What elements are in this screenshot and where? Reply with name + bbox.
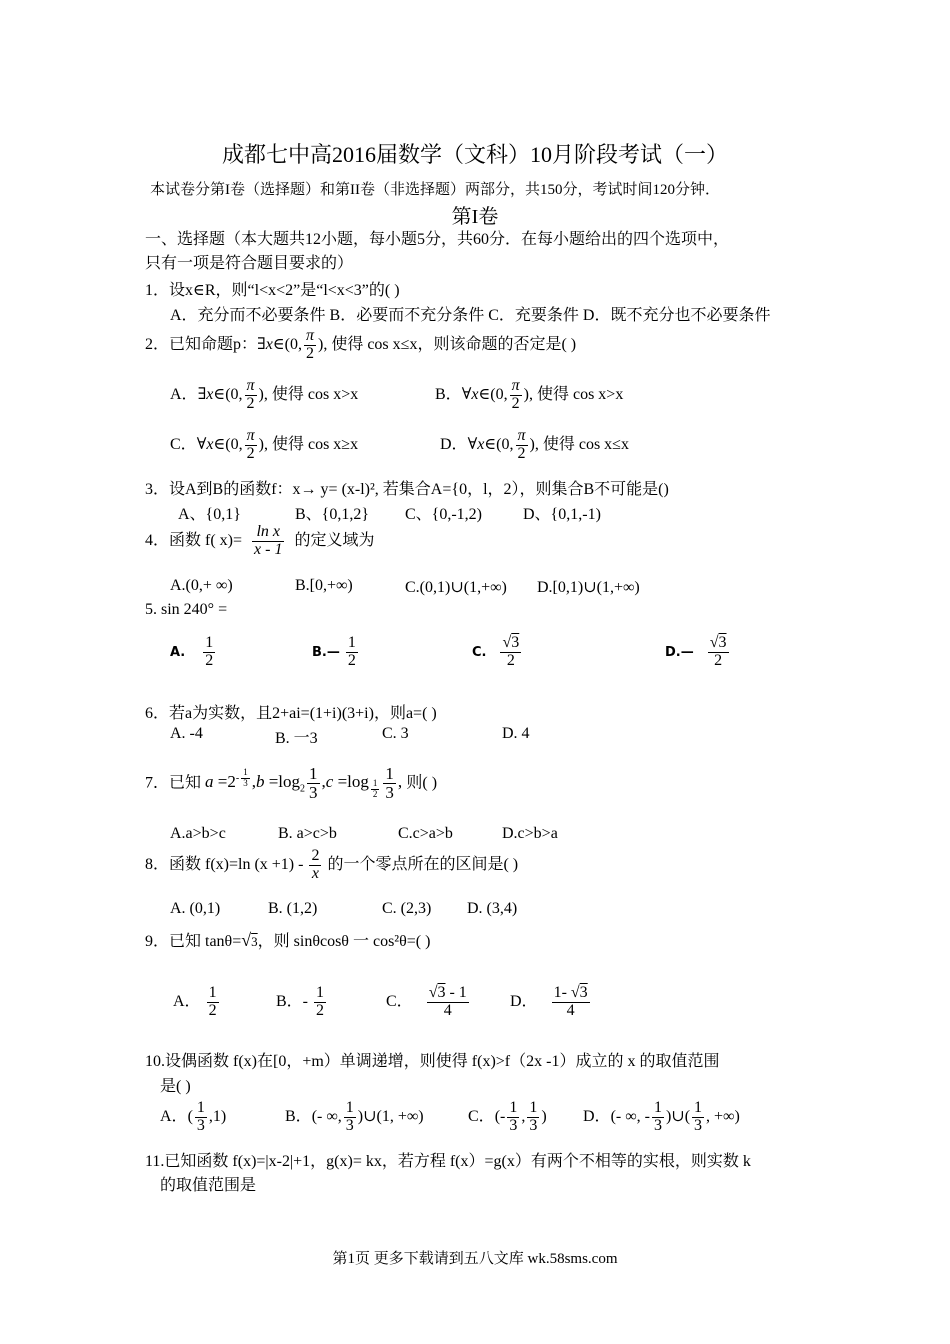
- q7-option-a: A.a>b>c: [170, 825, 226, 842]
- q9-option-d: D． $\frac{1- √3}{4}$: [510, 984, 588, 1019]
- q10-option-a: A．( $\frac{1}{3}$ ,1): [160, 1099, 227, 1134]
- q8-option-b: B. (1,2): [268, 900, 318, 917]
- section-title: 第I卷: [451, 206, 499, 228]
- q4-option-b: B.[0,+∞): [295, 577, 353, 594]
- q4-stem: [145, 524, 374, 559]
- q5-option-b: B.— $\frac{1}{2}$: [312, 634, 356, 669]
- q8-option-d: D. (3,4): [467, 900, 518, 917]
- q10-line1: 10.设偶函数 f(x)在[0，+m）单调递增，则使得 f(x)>f（2x -1）成立的 x 的取值范围: [145, 1053, 720, 1070]
- q8-stem: 8．函数 f(x)=ln (x +1) - $\frac{2}{x}$ 的一个零点所在的区间是( ): [145, 847, 519, 882]
- q2-d-label: D．: [440, 435, 468, 453]
- q6-option-a: A. -4: [170, 725, 203, 742]
- q9-c-label: C．: [386, 992, 413, 1010]
- q6-option-d: D. 4: [502, 725, 530, 742]
- q2-b-text: , 使得 cos x>x: [528, 385, 624, 403]
- q1-stem: 1．设x∈R，则“l<x<2”是“l<x<3”的( ): [145, 282, 400, 299]
- q2-a-text: , 使得 cos x>x: [263, 385, 359, 403]
- part1-heading-line2: 只有一项是符合题目要求的）: [145, 255, 354, 272]
- q9-stem-suffix: ，则 sinθcosθ 一 cos²θ=( ): [257, 933, 431, 950]
- q5-a-label: A.: [170, 644, 186, 660]
- q4-stem-suffix: 的定义域为: [294, 531, 375, 549]
- q5-b-label: B.—: [312, 644, 340, 660]
- q5-d-label: D.—: [665, 644, 694, 660]
- q4-fraction: [252, 524, 284, 559]
- q5-option-a: A. $\frac{1}{2}$: [170, 634, 214, 669]
- page-footer: 第1页 更多下载请到五八文库 wk.58sms.com: [332, 1251, 618, 1267]
- q10-c-label: C．: [468, 1107, 495, 1125]
- q8-option-c: C. (2,3): [382, 900, 432, 917]
- q7-stem-prefix: 7．已知: [145, 774, 202, 792]
- q3-option-d: D、{0,1,-1): [523, 506, 601, 523]
- q2-option-b: B．∀x∈(0, $\frac{\pi}{2}$ ), 使得 cos x>x: [435, 377, 624, 412]
- q10-option-b: B．(- ∞, $\frac{1}{3}$ )∪(1, +∞): [285, 1099, 424, 1134]
- q11-line2: 的取值范围是: [160, 1177, 257, 1194]
- q3-option-b: B、{0,1,2}: [295, 506, 370, 523]
- q9-d-label: D．: [510, 992, 538, 1010]
- q7-stem: [145, 765, 437, 802]
- q7-stem-suffix: 则( ): [406, 774, 438, 792]
- q5-option-c: C. $\frac{√3}{2}$: [472, 634, 520, 669]
- exam-title: 成都七中高2016届数学（文科）10月阶段考试（一）: [221, 142, 728, 167]
- q10-a-label: A．: [160, 1107, 188, 1125]
- q3-option-a: A、{0,1}: [178, 506, 241, 523]
- q6-option-b: B. 一3: [275, 730, 318, 747]
- q3-option-c: C、{0,-1,2): [405, 506, 483, 523]
- q10-b-label: B．: [285, 1107, 312, 1125]
- q5-option-d: D.— $\frac{√3}{2}$: [665, 634, 727, 669]
- q7-option-d: D.c>b>a: [502, 825, 558, 842]
- exam-intro: 本试卷分第I卷（选择题）和第II卷（非选择题）两部分，共150分，考试时间120分钟．: [150, 182, 720, 198]
- q4-stem-prefix: 4．函数 f( x)=: [145, 531, 243, 549]
- q4-denominator: x - 1: [254, 540, 283, 558]
- q2-option-d: D．∀x∈(0, $\frac{\pi}{2}$ ), 使得 cos x≤x: [440, 427, 629, 462]
- q4-numerator: ln x: [256, 523, 280, 540]
- q1-options: A．充分而不必要条件 B．必要而不充分条件 C．充要条件 D．既不充分也不必要条件: [170, 307, 771, 324]
- q8-stem-prefix: 8．函数 f(x)=ln (x +1) -: [145, 855, 304, 873]
- q2-stem: [145, 328, 576, 363]
- q7-formula: $a =2^{- \frac{1}{3}}$ $,b =\log_2$ $\frac{1}{3}$ ,c =log $_{\frac{1}{2}}$ $\frac{1}{3}$ ,: [205, 764, 407, 802]
- q8-option-a: A. (0,1): [170, 900, 221, 917]
- q10-d-label: D．: [583, 1107, 611, 1125]
- q2-stem-prefix: 2．已知命题p：: [145, 335, 258, 353]
- q7-option-b: B. a>c>b: [278, 825, 337, 842]
- q11-line1: 11.已知函数 f(x)=|x-2|+1，g(x)= kx，若方程 f(x）=g(x）有两个不相等的实根，则实数 k: [145, 1153, 751, 1170]
- q9-option-c: C． $\frac{√3 - 1}{4}$: [386, 984, 467, 1019]
- q9-option-b: B．- $\frac{1}{2}$: [276, 984, 325, 1019]
- q10-line2: 是( ): [160, 1078, 191, 1095]
- q7-option-c: C.c>a>b: [398, 825, 453, 842]
- q2-option-a: A．∃x∈(0, $\frac{\pi}{2}$ ), 使得 cos x>x: [170, 377, 359, 412]
- q3-stem: 3．设A到B的函数f：x→ y= (x-l)², 若集合A={0，l，2），则集合B不可能是(): [145, 481, 669, 498]
- q4-option-a: A.(0,+ ∞): [170, 577, 233, 594]
- q4-option-c: C.(0,1)∪(1,+∞): [405, 579, 507, 596]
- q2-a-label: A．: [170, 385, 198, 403]
- q9-a-label: A．: [173, 992, 201, 1010]
- q2-d-text: , 使得 cos x≤x: [534, 435, 629, 453]
- q9-stem-prefix: 9．已知 tanθ=: [145, 933, 242, 950]
- q5-stem: 5. sin 240° =: [145, 601, 228, 618]
- q2-stem-suffix: , 使得 cos x≤x，则该命题的否定是( ): [323, 335, 577, 353]
- q2-option-c: C．∀x∈(0, $\frac{\pi}{2}$ ), 使得 cos x≥x: [170, 427, 359, 462]
- q6-stem: 6．若a为实数，且2+ai=(1+i)(3+i)，则a=( ): [145, 705, 437, 722]
- q2-c-label: C．: [170, 435, 197, 453]
- q10-option-c: C．(- $\frac{1}{3}$ , $\frac{1}{3}$ ): [468, 1099, 547, 1134]
- q9-b-label: B．-: [276, 992, 309, 1010]
- q2-b-label: B．: [435, 385, 462, 403]
- q2-formula: ∃x∈(0, $\frac{\pi}{2}$ ): [257, 327, 324, 362]
- q8-stem-suffix: 的一个零点所在的区间是( ): [327, 855, 519, 873]
- q10-option-d: D．(- ∞, - $\frac{1}{3}$ )∪( $\frac{1}{3}$ , +∞): [583, 1099, 740, 1134]
- q6-option-c: C. 3: [382, 725, 409, 742]
- q4-option-d: D.[0,1)∪(1,+∞): [537, 579, 640, 596]
- q9-stem: 9．已知 tanθ=√3，则 sinθcosθ 一 cos²θ=( ): [145, 930, 431, 950]
- q2-c-text: , 使得 cos x≥x: [263, 435, 359, 453]
- q9-option-a: A． $\frac{1}{2}$: [173, 984, 217, 1019]
- q5-c-label: C.: [472, 644, 487, 660]
- part1-heading-line1: 一、选择题（本大题共12小题，每小题5分，共60分．在每小题给出的四个选项中，: [145, 231, 730, 248]
